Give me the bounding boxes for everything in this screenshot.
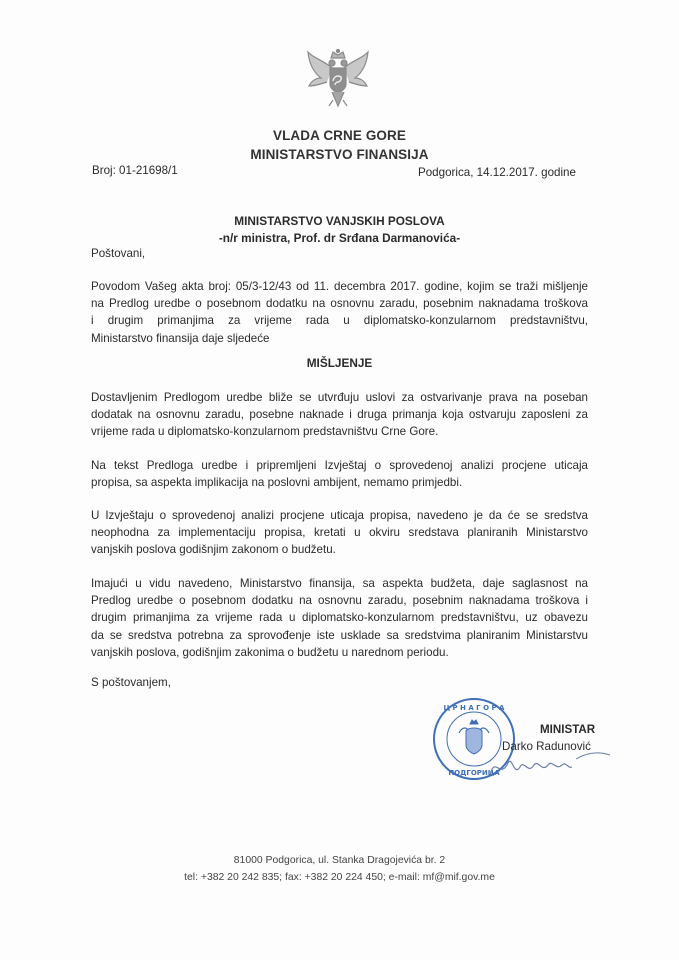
svg-text:Ц Р Н А Г О Р А: Ц Р Н А Г О Р А <box>443 704 505 712</box>
recipient-line-2: -n/r ministra, Prof. dr Srđana Darmanovića- <box>218 231 461 245</box>
signatory-title: MINISTAR <box>540 723 596 736</box>
text-line: Imajući u vidu navedeno, Ministarstvo finansija, sa aspekta budžeta, daje saglasnost na <box>91 577 588 590</box>
closing: S poštovanjem, <box>91 676 171 689</box>
ministry-heading: MINISTARSTVO FINANSIJA <box>250 147 429 162</box>
paragraph-1 <box>91 389 588 441</box>
text-line: vanjskih poslova godišnjim zakonom o budžetu. <box>91 543 336 557</box>
recipient-line-1: MINISTARSTVO VANJSKIH POSLOVA <box>234 214 445 228</box>
footer-address: 81000 Podgorica, ul. Stanka Dragojevića br. 2 <box>233 855 446 866</box>
text-line: na Predlog uredbe o posebnom dodatku na osnovnu zaradu, posebnim naknadama troškova <box>91 297 588 311</box>
text-line: drugim primanjima za vrijeme rada u diplomatsko-konzularnom predstavništvu, uz obavezu <box>91 611 588 625</box>
intro-paragraph <box>91 278 588 347</box>
text-line: U Izvještaju o sprovedenoj analizi procjene uticaja propisa, navedeno je da će se sredstva <box>91 509 588 522</box>
text-line: Na tekst Predloga uredbe i pripremljeni Izvještaj o sprovedenoj analizi procjene uticaja <box>91 459 588 472</box>
salutation: Poštovani, <box>91 247 146 260</box>
text-line: vrijeme rada u diplomatsko-konzularnom predstavništvu Crne Gore. <box>91 425 439 439</box>
text-line: Povodom Vašeg akta broj: 05/3-12/43 od 11. decembra 2017. godine, kojim se traži mišljenje <box>91 280 588 293</box>
footer-contact: tel: +382 20 242 835; fax: +382 20 224 450; e-mail: mf@mif.gov.me <box>184 872 495 883</box>
text-line: propisa, sa aspekta implikacija na poslovni ambijent, nemamo primjedbi. <box>91 476 463 490</box>
reference-number: Broj: 01-21698/1 <box>92 164 178 177</box>
handwritten-signature-icon <box>480 745 630 785</box>
text-line: neophodna za implementaciju propisa, kretati u okviru sredstava planiranih Ministarstvo <box>91 526 588 540</box>
section-title: MIŠLJENJE <box>306 356 373 370</box>
text-line: vanjskih poslova, godišnjim zakonima o budžetu u narednom periodu. <box>91 645 449 659</box>
text-line: Ministarstvo finansija daje sljedeće <box>91 331 270 345</box>
text-line: da se sredstva potrebna za sprovođenje iste usklade sa sredstvima planiranim Ministarstvu <box>91 628 588 642</box>
text-line: i drugim primanjima za vrijeme rada u diplomatsko-konzularnom predstavništvu, <box>91 314 588 328</box>
text-line: dodatak na osnovnu zaradu, posebne naknade i druga primanja koja ostvaruju zaposleni za <box>91 408 588 422</box>
place-date: Podgorica, 14.12.2017. godine <box>418 166 576 179</box>
svg-text:ПОДГОРИЦА: ПОДГОРИЦА <box>448 769 500 777</box>
signatory-name: Darko Radunović <box>502 740 591 753</box>
montenegro-coat-of-arms-icon <box>305 48 371 112</box>
text-line: Predlog uredbe o posebnom dodatku na osnovnu zaradu, posebnim naknadama troškova i <box>91 594 588 608</box>
paragraph-4 <box>91 575 588 661</box>
paragraph-2 <box>91 457 588 491</box>
paragraph-3 <box>91 507 588 559</box>
text-line: Dostavljenim Predlogom uredbe bliže se utvrđuju uslovi za ostvarivanje prava na poseban <box>91 391 588 404</box>
government-heading: VLADA CRNE GORE <box>272 128 406 143</box>
